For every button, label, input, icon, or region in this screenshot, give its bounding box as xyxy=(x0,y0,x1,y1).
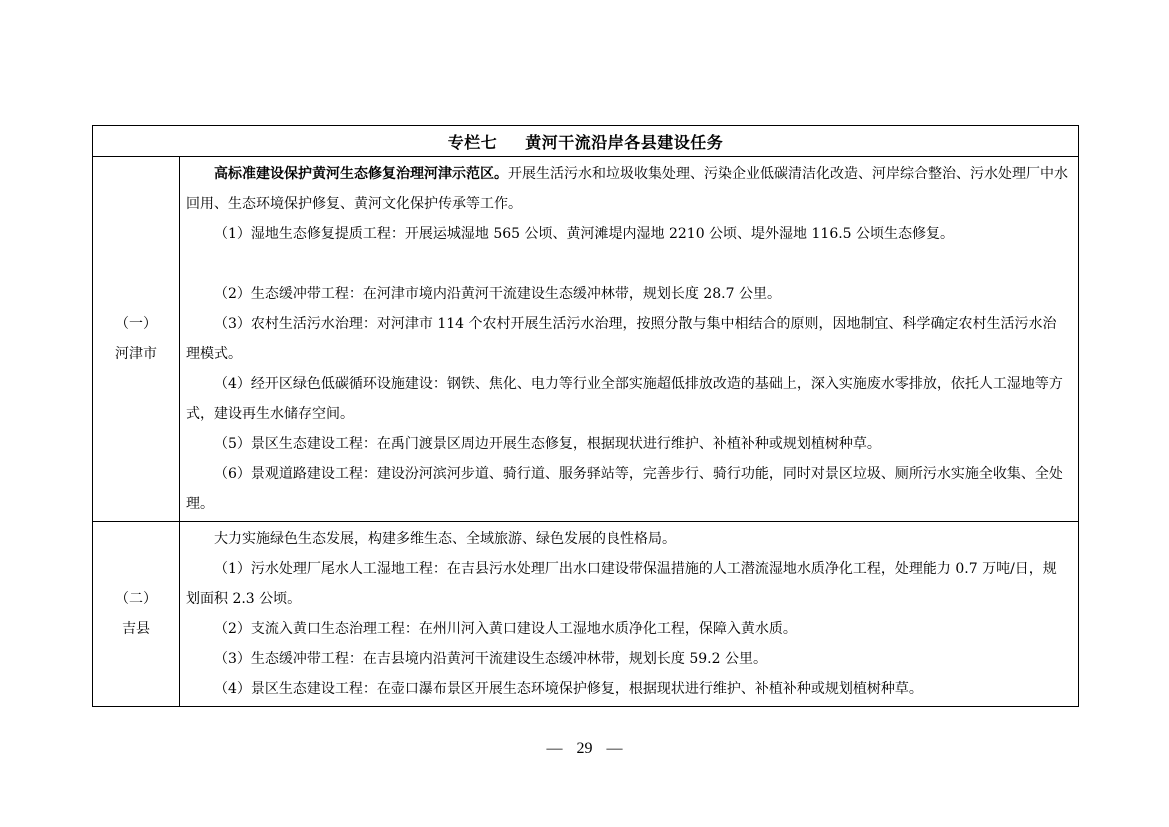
task-item: （2）支流入黄口生态治理工程：在州川河入黄口建设人工湿地水质净化工程，保障入黄水质。 xyxy=(214,621,797,637)
task-item: （3）生态缓冲带工程：在吉县境内沿黄河干流建设生态缓冲林带，规划长度 59.2 公里。 xyxy=(214,651,767,667)
lead-paragraph xyxy=(186,159,1070,219)
table-title-column-label: 专栏七 xyxy=(447,132,498,152)
table-row xyxy=(93,157,1079,522)
county-content-cell xyxy=(180,522,1079,707)
table-title xyxy=(93,126,1079,157)
task-item: （5）景区生态建设工程：在禹门渡景区周边开展生态修复，根据现状进行维护、补植补种或规划植树种草。 xyxy=(214,436,881,452)
lead-heading: 高标准建设保护黄河生态修复治理河津示范区。 xyxy=(214,166,508,182)
table-title-row xyxy=(93,126,1079,157)
task-item: （1）湿地生态修复提质工程：开展运城湿地 565 公顷、黄河滩堤内湿地 2210 公顷、堤外湿地 116.5 公顷生态修复。 xyxy=(214,226,955,242)
task-item: （4）经开区绿色低碳循环设施建设：钢铁、焦化、电力等行业全部实施超低排放改造的基础上，深入实施废水零排放，依托人工湿地等方式，建设再生水储存空间。 xyxy=(186,376,1063,422)
task-item: （3）农村生活污水治理：对河津市 114 个农村开展生活污水治理，按照分散与集中相结合的原则，因地制宜、科学确定农村生活污水治理模式。 xyxy=(186,316,1057,362)
county-name: 河津市 xyxy=(115,346,157,362)
task-item: （6）景观道路建设工程：建设汾河滨河步道、骑行道、服务驿站等，完善步行、骑行功能，同时对景区垃圾、厕所污水实施全收集、全处理。 xyxy=(186,466,1063,512)
lead-paragraph: 大力实施绿色生态发展，构建多维生态、全域旅游、绿色发展的良性格局。 xyxy=(214,531,676,547)
task-item: （1）污水处理厂尾水人工湿地工程：在吉县污水处理厂出水口建设带保温措施的人工潜流湿地水质净化工程，处理能力 0.7 万吨/日，规划面积 2.3 公顷。 xyxy=(186,561,1057,607)
task-table-container xyxy=(92,125,1078,707)
task-table xyxy=(92,125,1079,707)
blank-line xyxy=(186,249,1070,279)
county-name: 吉县 xyxy=(122,621,150,637)
task-item: （4）景区生态建设工程：在壶口瀑布景区开展生态环境保护修复，根据现状进行维护、补植补种或规划植树种草。 xyxy=(214,681,923,697)
page-dash-left: — xyxy=(546,740,563,757)
lead-text: 开展生活污水和垃圾收集处理、污染企业低碳清洁化改造、河岸综合整治、污水处理厂中水回用、生态环境保护修复、黄河文化保护传承等工作。 xyxy=(186,166,1068,212)
table-row xyxy=(93,522,1079,707)
county-number: （一） xyxy=(115,316,157,332)
task-item: （2）生态缓冲带工程：在河津市境内沿黄河干流建设生态缓冲林带，规划长度 28.7 公里。 xyxy=(214,286,781,302)
county-label-cell xyxy=(93,522,180,707)
county-content-cell xyxy=(180,157,1079,522)
page-footer xyxy=(0,740,1169,758)
county-number: （二） xyxy=(115,591,157,607)
page-number: 29 xyxy=(576,740,593,757)
table-title-text: 黄河干流沿岸各县建设任务 xyxy=(525,132,724,152)
county-label-cell xyxy=(93,157,180,522)
page-dash-right: — xyxy=(606,740,623,757)
